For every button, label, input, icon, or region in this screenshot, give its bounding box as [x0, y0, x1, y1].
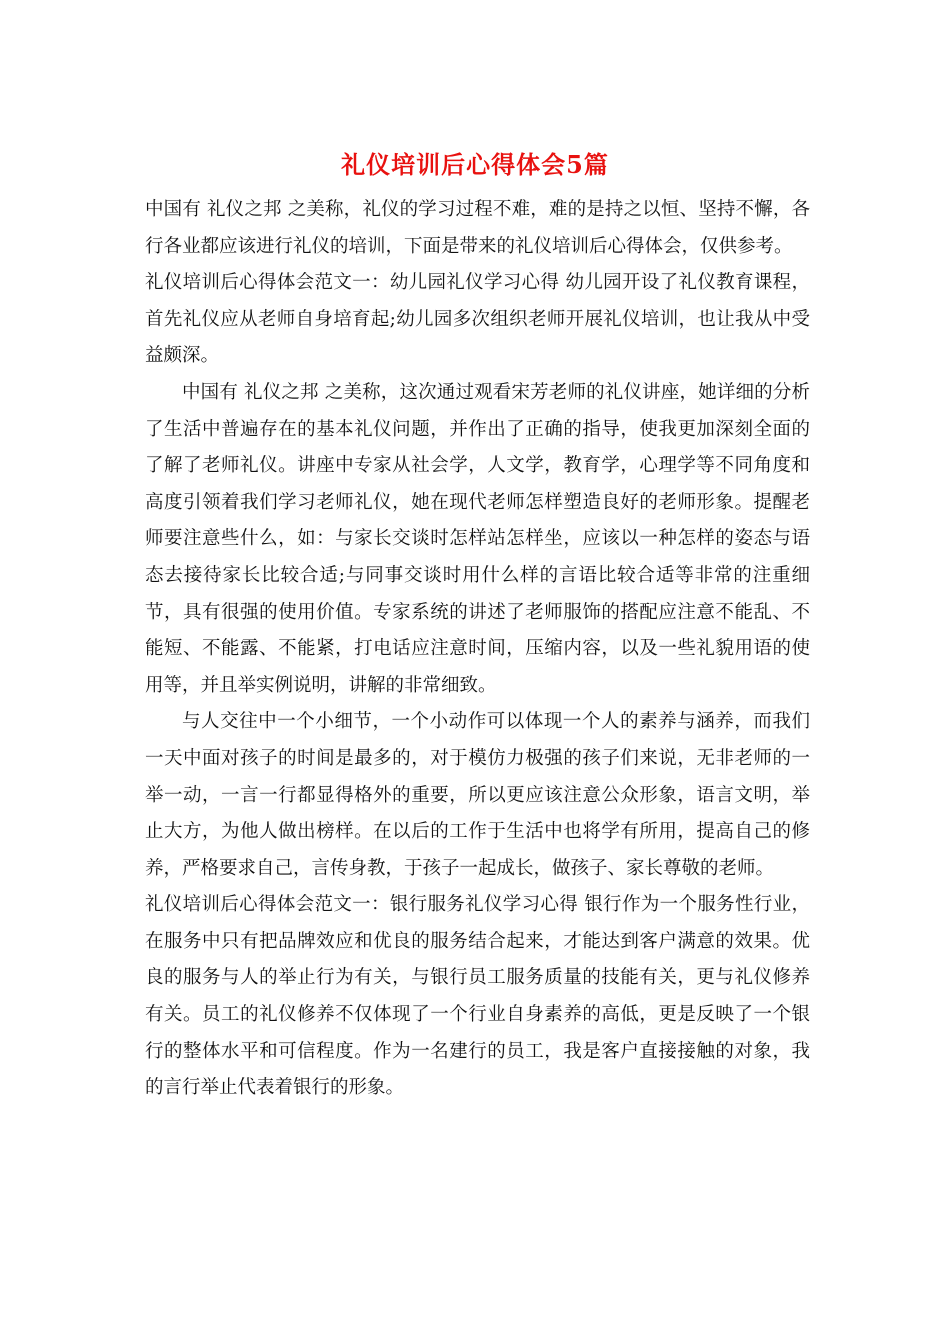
document-title: 礼仪培训后心得体会5篇: [341, 150, 609, 179]
sample-two-heading-paragraph: 礼仪培训后心得体会范文一：银行服务礼仪学习心得 银行作为一个服务性行业，在服务中只有把品牌效应和优良的服务结合起来，才能达到客户满意的效果。优良的服务与人的举止行为有关，与银行员工服务质量的技能有关，更与礼仪修养有关。员工的礼仪修养不仅体现了一个行业自身素养的高低，更是反映了一个银行的整体水平和可信程度。作为一名建行的员工，我是客户直接接触的对象，我的言行举止代表着银行的形象。: [145, 894, 810, 1099]
sample-one-heading-paragraph: 礼仪培训后心得体会范文一：幼儿园礼仪学习心得 幼儿园开设了礼仪教育课程，首先礼仪应从老师自身培育起;幼儿园多次组织老师开展礼仪培训，也让我从中受益颇深。: [145, 272, 810, 367]
body-paragraph: 中国有 礼仪之邦 之美称，这次通过观看宋芳老师的礼仪讲座，她详细的分析了生活中普遍存在的基本礼仪问题，并作出了正确的指导，使我更加深刻全面的了解了老师礼仪。讲座中专家从社会学，人文学，教育学，心理学等不同角度和高度引领着我们学习老师礼仪，她在现代老师怎样塑造良好的老师形象。提醒老师要注意些什么，如：与家长交谈时怎样站怎样坐，应该以一种怎样的姿态与语态去接待家长比较合适;与同事交谈时用什么样的言语比较合适等非常的注重细节，具有很强的使用价值。专家系统的讲述了老师服饰的搭配应注意不能乱、不能短、不能露、不能紧，打电话应注意时间，压缩内容，以及一些礼貌用语的使用等，并且举实例说明，讲解的非常细致。: [145, 381, 810, 696]
body-paragraph: 与人交往中一个小细节，一个小动作可以体现一个人的素养与涵养，而我们一天中面对孩子的时间是最多的，对于模仿力极强的孩子们来说，无非老师的一举一动，一言一行都显得格外的重要，所以更应该注意公众形象，语言文明，举止大方，为他人做出榜样。在以后的工作于生活中也将学有所用，提高自己的修养，严格要求自己，言传身教，于孩子一起成长，做孩子、家长尊敬的老师。: [145, 711, 810, 879]
document-body: [145, 192, 810, 1107]
intro-paragraph: 中国有 礼仪之邦 之美称，礼仪的学习过程不难，难的是持之以恒、坚持不懈，各行各业都应该进行礼仪的培训，下面是带来的礼仪培训后心得体会，仅供参考。: [145, 199, 810, 257]
